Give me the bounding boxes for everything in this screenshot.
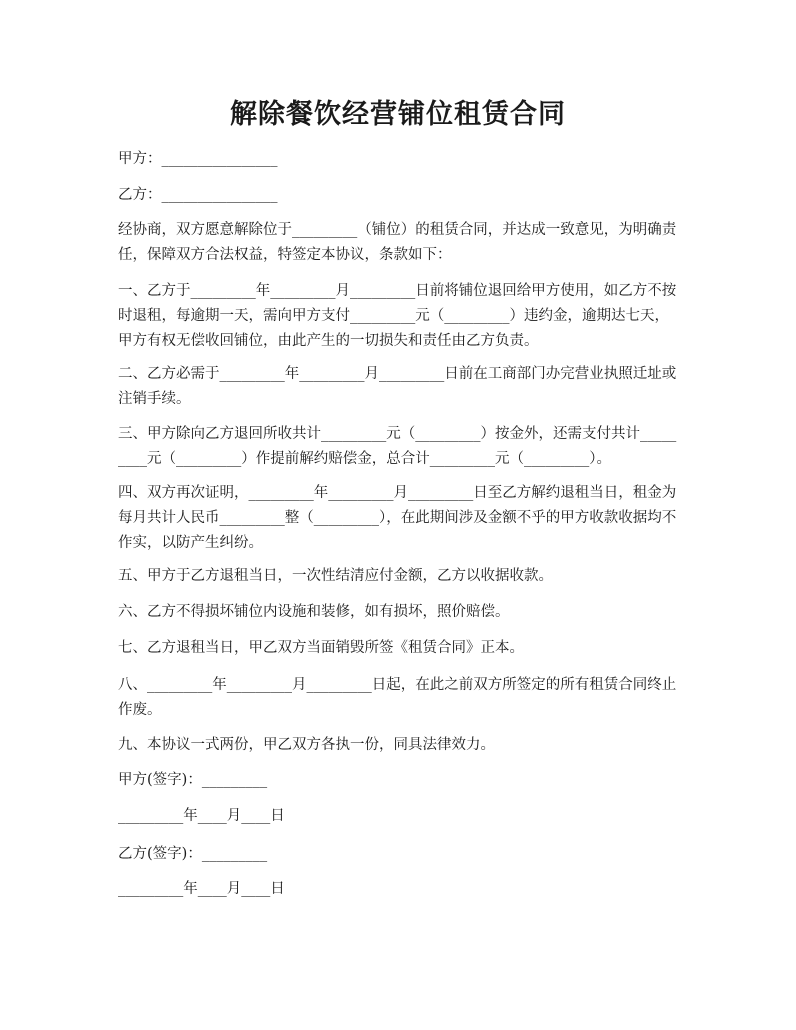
clause-1: 一、乙方于_________年_________月_________日前将铺位退回给甲方使用，如乙方不按时退租，每逾期一天，需向甲方支付_________元（_________）违约金，逾期达七天，甲方有权无偿收回铺位，由此产生的一切损失和责任由乙方负责。 — [118, 283, 677, 349]
clause-7: 七、乙方退租当日，甲乙双方当面销毁所签《租赁合同》正本。 — [118, 640, 524, 656]
intro-paragraph: 经协商，双方愿意解除位于_________（铺位）的租赁合同，并达成一致意见，为明确责任，保障双方合法权益，特签定本协议，条款如下： — [118, 222, 677, 263]
clause-3: 三、甲方除向乙方退回所收共计_________元（_________）按金外，还需支付共计_________元（_________）作提前解约赔偿金，总合计_________元（_________）。 — [118, 426, 677, 467]
clause-8: 八、_________年_________月_________日起，在此之前双方所签定的所有租赁合同终止作废。 — [118, 677, 677, 718]
document-title: 解除餐饮经营铺位租赁合同 — [230, 99, 566, 130]
clause-2: 二、乙方必需于_________年_________月_________日前在工商部门办完营业执照迁址或注销手续。 — [118, 366, 677, 407]
clause-9: 九、本协议一式两份，甲乙双方各执一份，同具法律效力。 — [118, 737, 495, 753]
date-party-a: _________年____月____日 — [118, 808, 285, 824]
signature-party-a: 甲方(签字)：_________ — [118, 772, 268, 788]
party-a-line: 甲方：________________ — [118, 151, 278, 167]
party-b-line: 乙方：________________ — [118, 187, 278, 203]
clause-6: 六、乙方不得损坏铺位内设施和装修，如有损坏，照价赔偿。 — [118, 604, 510, 620]
clause-4: 四、双方再次证明，_________年_________月_________日至乙方解约退租当日，租金为每月共计人民币_________整（_________），在此期间涉及金额不乎的甲方收款收据均不作实，以防产生纠纷。 — [118, 485, 677, 551]
clause-5: 五、甲方于乙方退租当日，一次性结清应付金额，乙方以收据收款。 — [118, 568, 553, 584]
date-party-b: _________年____月____日 — [118, 881, 285, 897]
signature-party-b: 乙方(签字)：_________ — [118, 846, 268, 862]
